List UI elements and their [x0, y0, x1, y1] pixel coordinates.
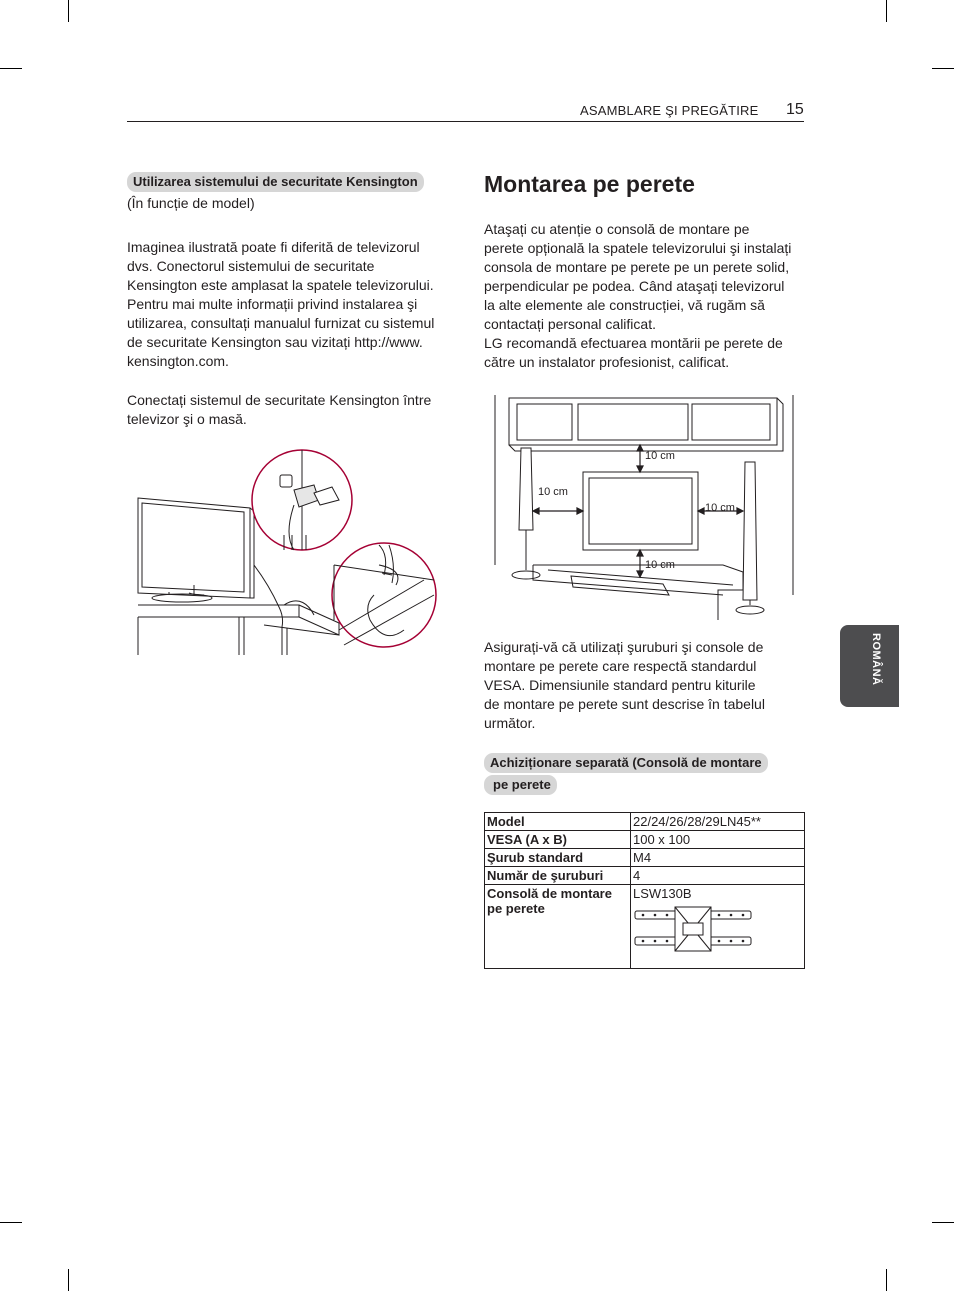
text-line: Asigurați-vă că utilizați şuruburi şi console de — [484, 639, 764, 655]
purchase-heading-line2: pe perete — [484, 775, 557, 795]
model-note-text: (În funcție de model) — [127, 195, 255, 211]
table-value-cell — [631, 885, 805, 969]
wallmount-paragraph-2 — [484, 638, 765, 733]
crop-mark — [68, 1269, 69, 1291]
table-row — [485, 867, 805, 885]
header-rule — [127, 121, 804, 122]
kensington-illustration — [134, 445, 444, 660]
text-line: perete opțională la spatele televizorului şi instalați — [484, 240, 792, 256]
text-line: următor. — [484, 715, 536, 731]
text-line: contactați personal calificat. — [484, 316, 656, 332]
table-key: VESA (A x B) — [485, 831, 631, 849]
text-line: Imaginea ilustrată poate fi diferită de televizorul — [127, 239, 420, 255]
crop-mark — [0, 68, 22, 69]
text-line: Kensington este amplasat la spatele televizorului. — [127, 277, 434, 293]
text-line: de securitate Kensington sau vizitați http://www. — [127, 334, 423, 350]
text-line: la alte elemente ale construcției, vă rugăm să — [484, 297, 765, 313]
language-tab — [840, 625, 899, 707]
text-line: perpendicular pe podea. Când ataşați televizorul — [484, 278, 785, 294]
table-key: Consolă de montare pe perete — [485, 885, 631, 969]
table-row — [485, 885, 805, 969]
text-line: dvs. Conectorul sistemului de securitate — [127, 258, 375, 274]
crop-mark — [886, 1269, 887, 1291]
crop-mark — [886, 0, 887, 22]
kensington-heading: Utilizarea sistemului de securitate Kensington — [127, 172, 424, 192]
language-label: ROMÂNĂ — [870, 633, 882, 686]
clearance-bottom-label: 10 cm — [645, 559, 675, 571]
section-title: ASAMBLARE ŞI PREGĂTIRE — [580, 103, 759, 118]
table-key: Şurub standard — [485, 849, 631, 867]
table-key: Număr de şuruburi — [485, 867, 631, 885]
kensington-paragraph-1 — [127, 238, 434, 371]
table-row — [485, 831, 805, 849]
clearance-right-label: 10 cm — [705, 502, 735, 514]
table-value: 100 x 100 — [631, 831, 805, 849]
table-value: 22/24/26/28/29LN45** — [631, 813, 805, 831]
text-line: kensington.com. — [127, 353, 229, 369]
model-note — [127, 194, 255, 213]
text-line: televizor şi o masă. — [127, 411, 247, 427]
text-line: montare pe perete care respectă standardul — [484, 658, 757, 674]
table-key: Model — [485, 813, 631, 831]
text-line: către un instalator profesionist, calificat. — [484, 354, 730, 370]
text-line: Ataşați cu atenție o consolă de montare pe — [484, 221, 750, 237]
clearance-top-label: 10 cm — [645, 450, 675, 462]
crop-mark — [932, 68, 954, 69]
kensington-paragraph-2 — [127, 391, 431, 429]
table-value: 4 — [631, 867, 805, 885]
page-title: Montarea pe perete — [484, 171, 695, 197]
text-line: Pentru mai multe informații privind instalarea şi — [127, 296, 418, 312]
text-line: consola de montare pe perete pe un perete solid, — [484, 259, 790, 275]
table-value: M4 — [631, 849, 805, 867]
wallmount-paragraph-1 — [484, 220, 791, 372]
page-number: 15 — [786, 101, 804, 118]
crop-mark — [932, 1222, 954, 1223]
text-line: Conectați sistemul de securitate Kensington între — [127, 392, 432, 408]
table-row — [485, 849, 805, 867]
clearance-left-label: 10 cm — [538, 486, 568, 498]
table-value: LSW130B — [633, 886, 692, 901]
crop-mark — [0, 1222, 22, 1223]
crop-mark — [68, 0, 69, 22]
purchase-heading-line1: Achiziționare separată (Consolă de montare — [484, 753, 768, 773]
vesa-spec-table — [484, 812, 805, 969]
clearance-diagram — [493, 390, 798, 620]
table-row — [485, 813, 805, 831]
text-line: utilizarea, consultați manualul furnizat cu sistemul — [127, 315, 435, 331]
text-line: LG recomandă efectuarea montării pe perete de — [484, 335, 783, 351]
text-line: VESA. Dimensiunile standard pentru kiturile — [484, 677, 756, 693]
bracket-image — [633, 905, 753, 953]
text-line: de montare pe perete sunt descrise în tabelul — [484, 696, 765, 712]
